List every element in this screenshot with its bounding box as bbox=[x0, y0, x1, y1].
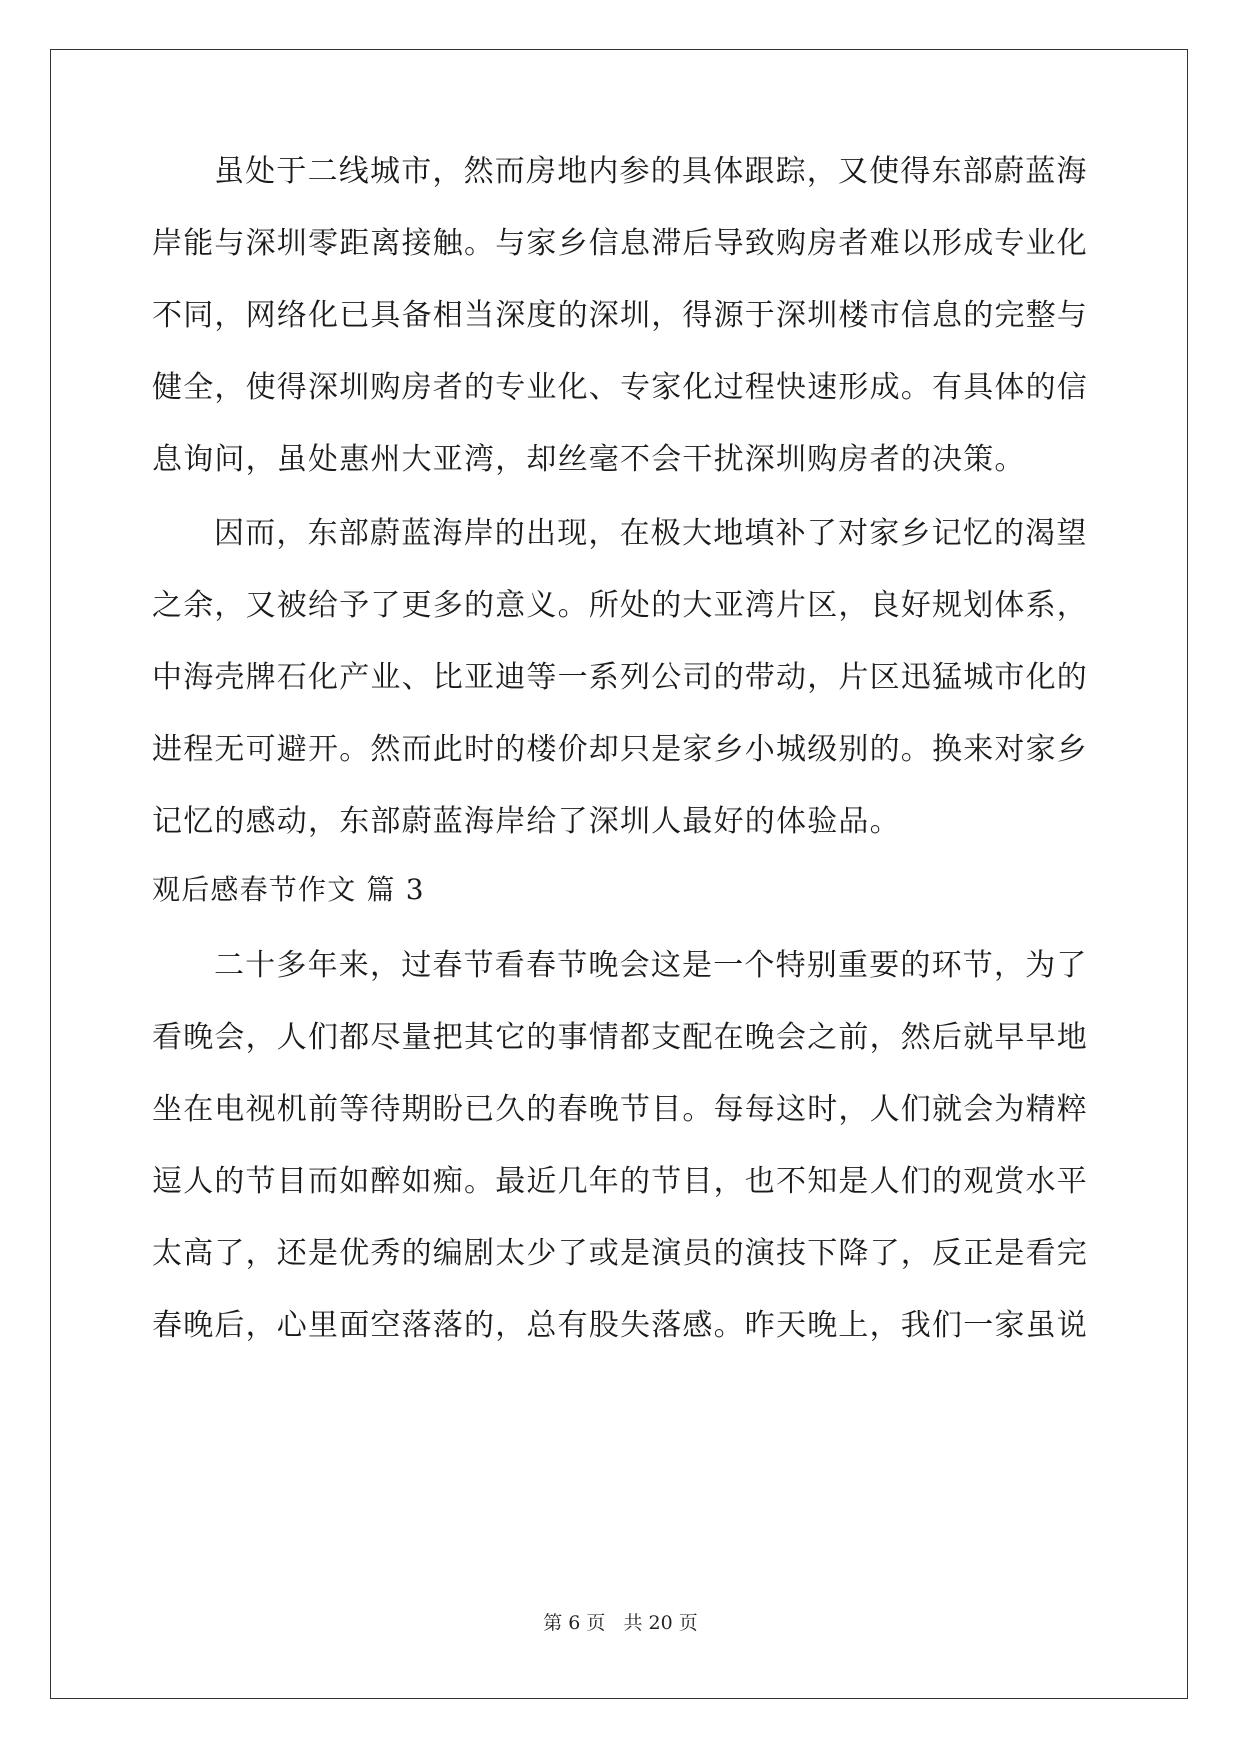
paragraph-3-line-1: 二十多年来，过春节看春节晚会这是一个特别重要的环节，为了 bbox=[214, 948, 1088, 983]
paragraph-2-line-3: 中海壳牌石化产业、比亚迪等一系列公司的带动，片区迅猛城市化的 bbox=[152, 660, 1088, 695]
page-footer bbox=[0, 1608, 1241, 1635]
page-number-total: 共 20 页 bbox=[623, 1612, 698, 1634]
paragraph-1-line-1: 虽处于二线城市，然而房地内参的具体跟踪，又使得东部蔚蓝海 bbox=[214, 154, 1088, 189]
paragraph-3-line-4: 逗人的节目而如醉如痴。最近几年的节目，也不知是人们的观赏水平 bbox=[152, 1164, 1088, 1199]
paragraph-3-line-5: 太高了，还是优秀的编剧太少了或是演员的演技下降了，反正是看完 bbox=[152, 1236, 1088, 1271]
paragraph-3-line-3: 坐在电视机前等待期盼已久的春晚节目。每每这时，人们就会为精粹 bbox=[152, 1092, 1088, 1127]
paragraph-1-line-5: 息询问，虽处惠州大亚湾，却丝毫不会干扰深圳购房者的决策。 bbox=[152, 442, 1026, 477]
paragraph-2-line-5: 记忆的感动，东部蔚蓝海岸给了深圳人最好的体验品。 bbox=[152, 804, 901, 839]
paragraph-2-line-2: 之余，又被给予了更多的意义。所处的大亚湾片区，良好规划体系， bbox=[152, 588, 1088, 623]
paragraph-2-line-4: 进程无可避开。然而此时的楼价却只是家乡小城级别的。换来对家乡 bbox=[152, 732, 1088, 767]
paragraph-1-line-3: 不同，网络化已具备相当深度的深圳，得源于深圳楼市信息的完整与 bbox=[152, 298, 1088, 333]
page-number-current: 第 6 页 bbox=[543, 1612, 606, 1634]
paragraph-3-line-2: 看晚会，人们都尽量把其它的事情都支配在晚会之前，然后就早早地 bbox=[152, 1020, 1088, 1055]
section-heading: 观后感春节作文 篇 3 bbox=[152, 873, 425, 906]
paragraph-1-line-4: 健全，使得深圳购房者的专业化、专家化过程快速形成。有具体的信 bbox=[152, 370, 1088, 405]
paragraph-1-line-2: 岸能与深圳零距离接触。与家乡信息滞后导致购房者难以形成专业化 bbox=[152, 226, 1088, 261]
paragraph-2-line-1: 因而，东部蔚蓝海岸的出现，在极大地填补了对家乡记忆的渴望 bbox=[214, 516, 1088, 551]
paragraph-3-line-6: 春晚后，心里面空落落的，总有股失落感。昨天晚上，我们一家虽说 bbox=[152, 1308, 1088, 1343]
